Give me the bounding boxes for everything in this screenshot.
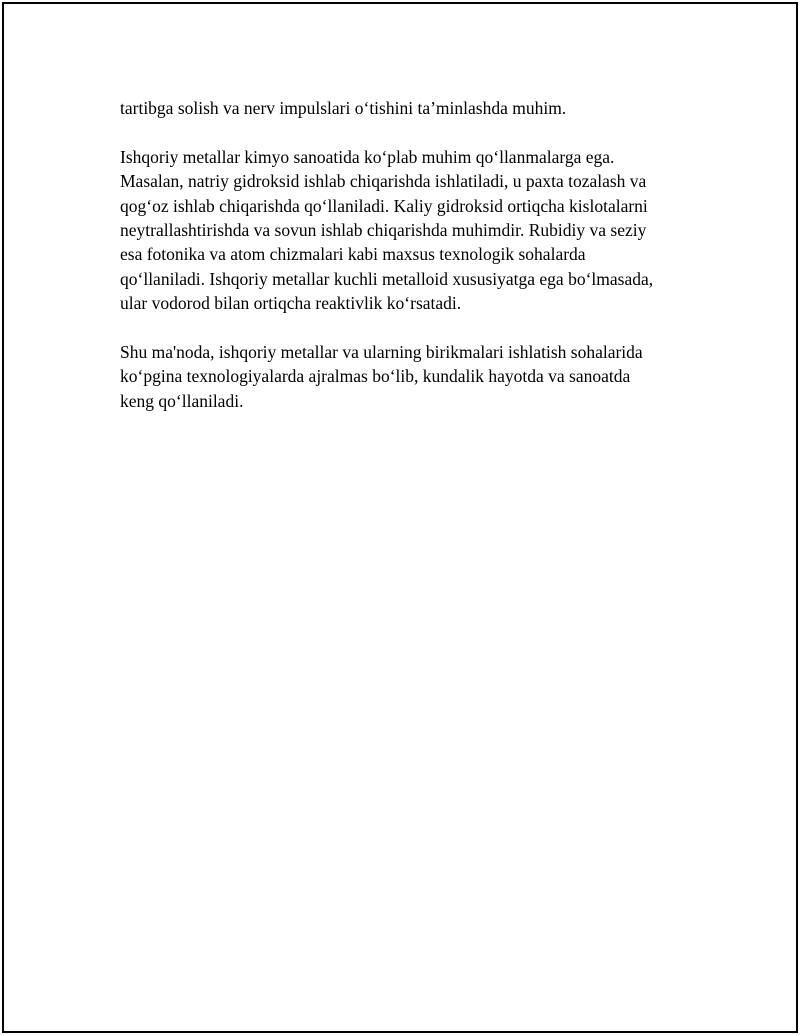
paragraph-3: Shu ma'noda, ishqoriy metallar va ularning birikmalari ishlatish sohalarida ko‘pgina texnologiyalarda ajralmas bo‘lib, kundalik hayotda va sanoatda keng qo‘llaniladi.: [120, 342, 643, 411]
document-body: [120, 96, 700, 438]
paragraph-1: tartibga solish va nerv impulslari o‘tishini ta’minlashda muhim.: [120, 98, 567, 118]
page-frame: [2, 2, 798, 1033]
paragraph-2: Ishqoriy metallar kimyo sanoatida ko‘plab muhim qo‘llanmalarga ega. Masalan, natriy gidroksid ishlab chiqarishda ishlatiladi, u paxta tozalash va qog‘oz ishlab chiqarishda qo‘llaniladi. Kaliy gidroksid ortiqcha kislotalarni neytrallashtirishda va sovun ishlab chiqarishda muhimdir. Rubidiy va seziy esa fotonika va atom chizmalari kabi maxsus texnologik sohalarda qo‘llaniladi. Ishqoriy metallar kuchli metalloid xususiyatga ega bo‘lmasada, ular vodorod bilan ortiqcha reaktivlik ko‘rsatadi.: [120, 146, 654, 314]
